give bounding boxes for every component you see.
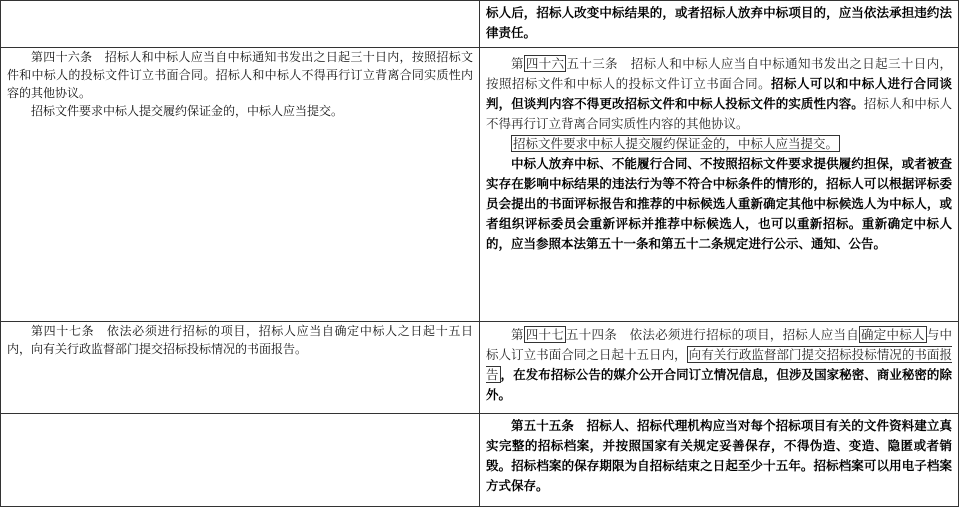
added-disclosure-text: ，在发布招标公告的媒介公开合同订立情况信息，但涉及国家秘密、商业秘密的除外。 <box>486 367 952 402</box>
deleted-deposit-box: 招标文件要求中标人提交履约保证金的，中标人应当提交。 <box>513 136 839 151</box>
deleted-deposit-line <box>486 134 952 154</box>
article-55-new: 第五十五条 招标人、招标代理机构应当对每个招标项目有关的文件资料建立真实完整的招标档案，并按照国家有关规定妥善保存，不得伪造、变造、隐匿或者销毁。招标档案的保存期限为自招标结束之日起至少十五年。招标档案可以用电子档案方式保存。 <box>486 418 952 493</box>
article-prefix: 第 <box>511 56 524 71</box>
article-54-text-mid: 与中标人订立书面合同之日起十五日内， <box>486 327 952 362</box>
new-text-cell <box>480 1 959 48</box>
new-text-cell <box>480 322 959 414</box>
article-53-text-end: 招标人和中标人不得再行订立背离合同实质性内容的其他协议。 <box>486 96 952 131</box>
deleted-report-box: 向有关行政监督部门提交招标投标情况的书面报告 <box>486 347 952 382</box>
deleted-number-box: 四十七 <box>525 327 564 342</box>
added-reselection-paragraph: 中标人放弃中标、不能履行合同、不按照招标文件要求提供履约担保，或者被查实存在影响中标结果的违法行为等不符合中标条件的情形的，招标人可以根据评标委员会提出的书面评标报告和推荐的中标候选人重新确定其他中标候选人为中标人，或者组织评标委员会重新评标并推荐中标候选人，也可以重新招标。重新确定中标人的，应当参照本法第五十一条和第五十二条规定进行公示、通知、公告。 <box>486 156 952 251</box>
table-row <box>1 1 959 48</box>
deleted-number-box: 四十六 <box>525 56 565 71</box>
article-54-text: 五十四条 依法必须进行招标的项目，招标人应当自 <box>565 327 860 342</box>
article-53-new <box>486 54 952 134</box>
article-47-old: 第四十七条 依法必须进行招标的项目，招标人应当自确定中标人之日起十五日内，向有关行政监督部门提交招标投标情况的书面报告。 <box>7 324 473 356</box>
article-54-new <box>486 325 952 405</box>
new-text-cell <box>480 48 959 322</box>
table-row <box>1 48 959 322</box>
article-46-old-deposit: 招标文件要求中标人提交履约保证金的，中标人应当提交。 <box>31 104 344 118</box>
article-53-text: 五十三条 招标人和中标人应当自中标通知书发出之日起三十日内，按照招标文件和中标人的投标文件订立书面合同。 <box>486 56 952 91</box>
deleted-phrase-box: 确定中标人 <box>861 327 925 342</box>
added-negotiation-text: 招标人可以和中标人进行合同谈判，但谈判内容不得更改招标文件和中标人投标文件的实质性内容。 <box>486 76 952 111</box>
article-46-old: 第四十六条 招标人和中标人应当自中标通知书发出之日起三十日内，按照招标文件和中标人的投标文件订立书面合同。招标人和中标人不得再行订立背离合同实质性内容的其他协议。 <box>7 50 473 100</box>
old-text-cell <box>1 48 480 322</box>
article-prefix: 第 <box>511 327 524 342</box>
paragraph: 标人后，招标人改变中标结果的，或者招标人放弃中标项目的，应当依法承担违约法律责任。 <box>486 5 952 40</box>
old-text-cell <box>1 1 480 48</box>
table-row <box>1 322 959 414</box>
old-text-cell <box>1 322 480 414</box>
